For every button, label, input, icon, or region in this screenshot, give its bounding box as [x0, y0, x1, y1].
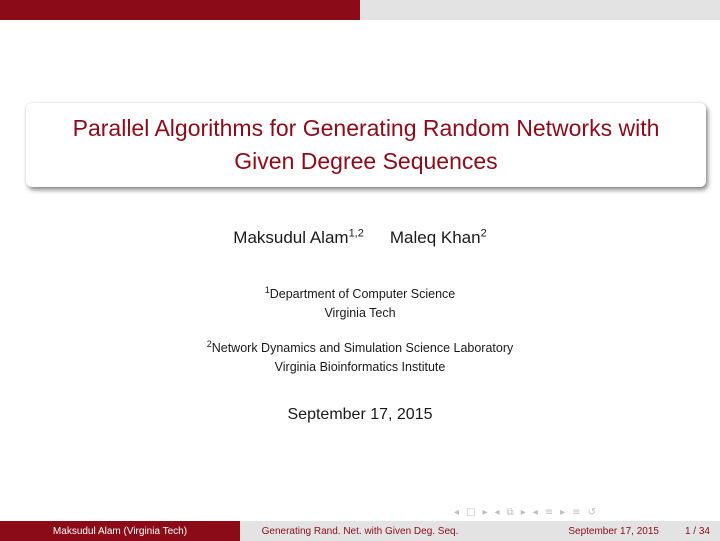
footer-author: Maksudul Alam (Virginia Tech)	[0, 521, 240, 541]
title-box	[26, 103, 706, 187]
author-2	[390, 228, 487, 248]
affiliation-institution: Virginia Tech	[324, 306, 396, 320]
title-line-1: Parallel Algorithms for Generating Random Networks with	[72, 115, 660, 141]
header-bar-right	[360, 0, 720, 20]
nav-frame-icon[interactable]: □	[466, 506, 477, 518]
affiliation-department: Network Dynamics and Simulation Science Laboratory	[211, 341, 514, 355]
nav-next-subsection-icon[interactable]: ▸	[520, 506, 527, 518]
beamer-navigation	[454, 505, 597, 519]
nav-prev-frame-icon[interactable]: ◂	[454, 506, 461, 518]
affiliation-2	[0, 339, 720, 377]
title-line-2: Given Degree Sequences	[234, 148, 498, 174]
nav-prev-section-icon[interactable]: ◂	[532, 506, 539, 518]
affiliation-1	[0, 285, 720, 323]
nav-section-icon[interactable]: ≡	[544, 506, 555, 518]
author-affiliation-mark: 1,2	[348, 227, 364, 240]
nav-next-section-icon[interactable]: ▸	[560, 506, 567, 518]
author-name: Maleq Khan	[389, 228, 481, 247]
nav-subsection-icon[interactable]: ⧉	[506, 506, 515, 518]
author-name: Maksudul Alam	[233, 228, 349, 247]
author-1	[233, 228, 364, 248]
affiliation-mark: 2	[206, 338, 212, 349]
footer-bar	[0, 521, 720, 541]
header-bar	[0, 0, 720, 20]
nav-prev-subsection-icon[interactable]: ◂	[494, 506, 501, 518]
nav-search-icon[interactable]: ↺	[587, 506, 597, 518]
affiliation-institution: Virginia Bioinformatics Institute	[274, 360, 446, 374]
nav-next-frame-icon[interactable]: ▸	[482, 506, 489, 518]
footer-date: September 17, 2015	[568, 525, 659, 537]
footer-short-title: Generating Rand. Net. with Given Deg. Seq.	[240, 521, 480, 541]
footer-page-number: 1 / 34	[684, 525, 710, 537]
nav-align-icon[interactable]: ≡	[572, 506, 582, 518]
affiliation-department: Department of Computer Science	[269, 287, 456, 301]
presentation-date: September 17, 2015	[287, 406, 433, 423]
footer-date-page	[480, 521, 720, 541]
author-affiliation-mark: 2	[480, 227, 487, 240]
header-bar-left	[0, 0, 360, 20]
author-list	[0, 228, 720, 248]
affiliation-mark: 1	[264, 284, 270, 295]
